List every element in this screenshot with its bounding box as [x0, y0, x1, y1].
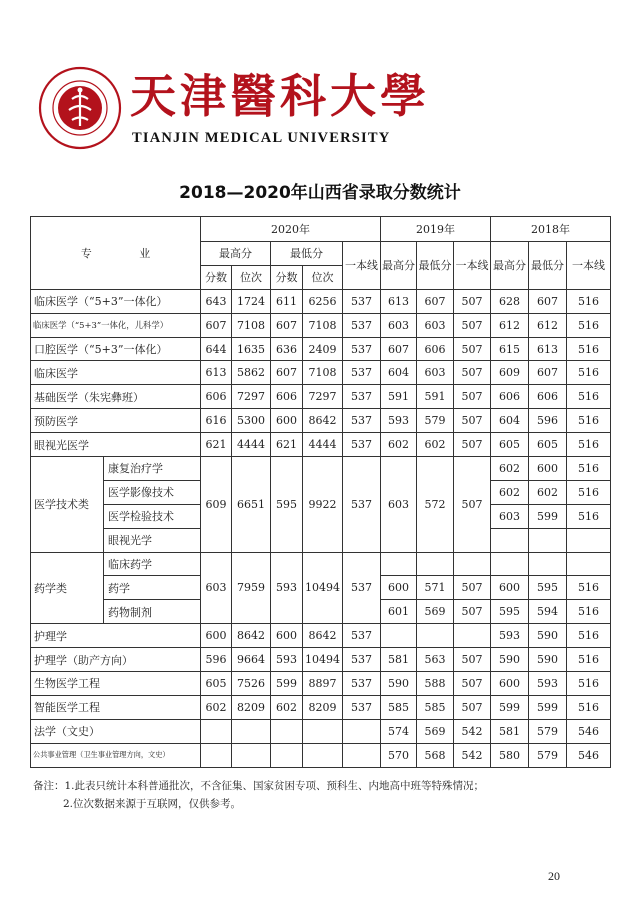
cell: 595 — [529, 576, 567, 600]
cell: 507 — [454, 313, 491, 337]
cell: 546 — [567, 719, 611, 743]
cell: 605 — [529, 433, 567, 457]
major-name: 生物医学工程 — [31, 672, 201, 696]
cell: 516 — [567, 480, 611, 504]
note-line-1: 备注：1.此表只统计本科普通批次，不含征集、国家贫困专项、预科生、内地高中班等特殊情况； — [33, 780, 485, 792]
cell — [454, 552, 491, 576]
cell: 621 — [201, 433, 232, 457]
cell: 507 — [454, 457, 491, 553]
cell: 537 — [343, 433, 381, 457]
cell — [271, 743, 303, 767]
cell: 571 — [417, 576, 454, 600]
header-max-2020: 最高分 — [201, 242, 271, 266]
university-name-en: TIANJIN MEDICAL UNIVERSITY — [132, 130, 391, 146]
cell: 507 — [454, 433, 491, 457]
cell: 590 — [491, 648, 529, 672]
cell — [232, 743, 271, 767]
cell: 2409 — [303, 337, 343, 361]
cell: 615 — [491, 337, 529, 361]
cell — [491, 528, 529, 552]
table-row — [31, 313, 611, 337]
cell: 542 — [454, 743, 491, 767]
cell: 600 — [271, 409, 303, 433]
cell: 516 — [567, 504, 611, 528]
cell: 611 — [271, 289, 303, 313]
cell: 570 — [381, 743, 417, 767]
major-name: 临床医学 — [31, 361, 201, 385]
table-row — [31, 361, 611, 385]
cell: 537 — [343, 695, 381, 719]
cell: 581 — [491, 719, 529, 743]
sub-major-name: 医学影像技术 — [104, 480, 201, 504]
cell: 602 — [201, 695, 232, 719]
cell: 579 — [529, 719, 567, 743]
header-major: 专 业 — [31, 217, 201, 290]
cell: 507 — [454, 600, 491, 624]
cell: 600 — [271, 624, 303, 648]
major-name: 眼视光医学 — [31, 433, 201, 457]
cell: 600 — [201, 624, 232, 648]
cell: 507 — [454, 289, 491, 313]
table-row — [31, 385, 611, 409]
cell: 7297 — [232, 385, 271, 409]
cell: 621 — [271, 433, 303, 457]
cell — [491, 552, 529, 576]
cell: 546 — [567, 743, 611, 767]
cell: 8897 — [303, 672, 343, 696]
cell — [529, 552, 567, 576]
major-name: 临床医学（“5+3”一体化） — [31, 289, 201, 313]
cell: 595 — [271, 457, 303, 553]
cell: 574 — [381, 719, 417, 743]
cell: 1724 — [232, 289, 271, 313]
cell: 7297 — [303, 385, 343, 409]
cell: 643 — [201, 289, 232, 313]
cell — [417, 624, 454, 648]
cell: 579 — [417, 409, 454, 433]
cell: 7108 — [303, 313, 343, 337]
cell: 537 — [343, 409, 381, 433]
cell: 605 — [201, 672, 232, 696]
cell — [303, 743, 343, 767]
university-seal-logo — [38, 66, 122, 150]
cell: 507 — [454, 576, 491, 600]
cell: 507 — [454, 361, 491, 385]
major-name: 预防医学 — [31, 409, 201, 433]
cell: 10494 — [303, 648, 343, 672]
cell: 537 — [343, 337, 381, 361]
header-line-2018: 一本线 — [567, 242, 611, 290]
header-score: 分数 — [201, 265, 232, 289]
major-name: 法学（文史） — [31, 719, 201, 743]
admission-score-table — [30, 216, 611, 768]
cell: 572 — [417, 457, 454, 553]
table-row — [31, 648, 611, 672]
cell: 9664 — [232, 648, 271, 672]
cell: 628 — [491, 289, 529, 313]
sub-major-name: 康复治疗学 — [104, 457, 201, 481]
major-name: 基础医学（朱宪彝班） — [31, 385, 201, 409]
cell: 537 — [343, 361, 381, 385]
cell: 602 — [381, 433, 417, 457]
cell: 7526 — [232, 672, 271, 696]
header-min-2018: 最低分 — [529, 242, 567, 290]
cell: 516 — [567, 313, 611, 337]
cell: 607 — [271, 361, 303, 385]
document-title: 2018—2020年山西省录取分数统计 — [179, 183, 461, 203]
major-name: 护理学（助产方向） — [31, 648, 201, 672]
cell: 516 — [567, 695, 611, 719]
cell: 507 — [454, 337, 491, 361]
cell: 600 — [491, 576, 529, 600]
cell: 9922 — [303, 457, 343, 553]
header-year-2018: 2018年 — [491, 217, 611, 242]
page-number: 20 — [548, 869, 560, 883]
sub-major-name: 药学 — [104, 576, 201, 600]
table-row — [31, 433, 611, 457]
cell: 606 — [529, 385, 567, 409]
cell: 600 — [491, 672, 529, 696]
cell: 593 — [491, 624, 529, 648]
table-row — [31, 719, 611, 743]
major-name: 口腔医学（“5+3”一体化） — [31, 337, 201, 361]
cell: 636 — [271, 337, 303, 361]
cell: 605 — [491, 433, 529, 457]
cell: 507 — [454, 672, 491, 696]
cell: 606 — [417, 337, 454, 361]
cell: 8642 — [303, 624, 343, 648]
cell: 604 — [381, 361, 417, 385]
cell: 604 — [491, 409, 529, 433]
cell: 568 — [417, 743, 454, 767]
university-name-cn: 天津醫科大學 — [130, 69, 430, 123]
cell: 599 — [271, 672, 303, 696]
cell: 569 — [417, 600, 454, 624]
cell — [567, 552, 611, 576]
cell: 602 — [271, 695, 303, 719]
notes — [33, 777, 484, 813]
cell — [417, 552, 454, 576]
cell: 609 — [491, 361, 529, 385]
cell: 603 — [417, 361, 454, 385]
cell: 590 — [381, 672, 417, 696]
cell — [201, 719, 232, 743]
cell — [529, 528, 567, 552]
cell: 5862 — [232, 361, 271, 385]
cell: 4444 — [303, 433, 343, 457]
header-min-2019: 最低分 — [417, 242, 454, 290]
cell: 612 — [491, 313, 529, 337]
sub-major-name: 眼视光学 — [104, 528, 201, 552]
cell: 593 — [271, 552, 303, 624]
cell: 607 — [271, 313, 303, 337]
cell: 607 — [381, 337, 417, 361]
cell: 603 — [381, 457, 417, 553]
cell — [303, 719, 343, 743]
header-line-2019: 一本线 — [454, 242, 491, 290]
cell: 507 — [454, 409, 491, 433]
cell: 537 — [343, 672, 381, 696]
cell: 616 — [201, 409, 232, 433]
header-rank: 位次 — [232, 265, 271, 289]
cell: 613 — [529, 337, 567, 361]
cell: 8209 — [303, 695, 343, 719]
cell: 593 — [529, 672, 567, 696]
cell — [454, 624, 491, 648]
cell: 607 — [201, 313, 232, 337]
cell: 602 — [529, 480, 567, 504]
sub-major-name: 临床药学 — [104, 552, 201, 576]
cell: 516 — [567, 337, 611, 361]
cell: 602 — [491, 457, 529, 481]
major-name: 公共事业管理（卫生事业管理方向，文史） — [31, 743, 201, 767]
cell: 516 — [567, 361, 611, 385]
cell: 591 — [417, 385, 454, 409]
header-line-2020: 一本线 — [343, 242, 381, 290]
major-name: 临床医学（“5+3”一体化，儿科学） — [31, 313, 201, 337]
cell: 644 — [201, 337, 232, 361]
cell: 609 — [201, 457, 232, 553]
cell: 602 — [491, 480, 529, 504]
cell: 596 — [201, 648, 232, 672]
cell: 599 — [529, 504, 567, 528]
cell: 516 — [567, 600, 611, 624]
cell: 599 — [491, 695, 529, 719]
cell: 8642 — [232, 624, 271, 648]
note-line-2: 2.位次数据来源于互联网，仅供参考。 — [63, 798, 242, 810]
cell: 537 — [343, 552, 381, 624]
cell: 603 — [491, 504, 529, 528]
cell: 591 — [381, 385, 417, 409]
cell: 585 — [381, 695, 417, 719]
cell: 516 — [567, 433, 611, 457]
cell: 601 — [381, 600, 417, 624]
header-rank: 位次 — [303, 265, 343, 289]
cell: 596 — [529, 409, 567, 433]
cell: 7108 — [232, 313, 271, 337]
table-row — [31, 552, 611, 576]
cell: 563 — [417, 648, 454, 672]
cell: 603 — [381, 313, 417, 337]
header-year-2020: 2020年 — [201, 217, 381, 242]
cell: 579 — [529, 743, 567, 767]
cell: 588 — [417, 672, 454, 696]
major-name: 智能医学工程 — [31, 695, 201, 719]
cell: 600 — [381, 576, 417, 600]
cell: 507 — [454, 648, 491, 672]
table-row — [31, 672, 611, 696]
cell: 593 — [381, 409, 417, 433]
cell — [567, 528, 611, 552]
cell: 507 — [454, 695, 491, 719]
cell: 7108 — [303, 361, 343, 385]
cell: 516 — [567, 672, 611, 696]
cell: 606 — [271, 385, 303, 409]
cell — [343, 719, 381, 743]
header-score: 分数 — [271, 265, 303, 289]
header-max-2018: 最高分 — [491, 242, 529, 290]
cell: 516 — [567, 385, 611, 409]
cell: 537 — [343, 289, 381, 313]
cell: 585 — [417, 695, 454, 719]
cell: 580 — [491, 743, 529, 767]
cell: 516 — [567, 624, 611, 648]
table-row — [31, 695, 611, 719]
cell: 8209 — [232, 695, 271, 719]
header-min-2020: 最低分 — [271, 242, 343, 266]
cell: 516 — [567, 457, 611, 481]
cell: 516 — [567, 289, 611, 313]
cell: 607 — [417, 289, 454, 313]
cell: 600 — [529, 457, 567, 481]
cell: 537 — [343, 624, 381, 648]
cell: 569 — [417, 719, 454, 743]
cell: 599 — [529, 695, 567, 719]
sub-major-name: 医学检验技术 — [104, 504, 201, 528]
cell: 607 — [529, 289, 567, 313]
cell: 606 — [201, 385, 232, 409]
cell: 607 — [529, 361, 567, 385]
cell — [381, 552, 417, 576]
cell: 507 — [454, 385, 491, 409]
cell: 516 — [567, 576, 611, 600]
cell: 612 — [529, 313, 567, 337]
sub-major-name: 药物制剂 — [104, 600, 201, 624]
cell: 537 — [343, 313, 381, 337]
table-row — [31, 409, 611, 433]
cell: 6256 — [303, 289, 343, 313]
cell: 1635 — [232, 337, 271, 361]
cell: 613 — [381, 289, 417, 313]
group-name-pharm: 药学类 — [31, 552, 104, 624]
cell: 542 — [454, 719, 491, 743]
cell: 606 — [491, 385, 529, 409]
cell: 537 — [343, 648, 381, 672]
cell: 516 — [567, 409, 611, 433]
cell: 594 — [529, 600, 567, 624]
cell: 590 — [529, 648, 567, 672]
cell: 6651 — [232, 457, 271, 553]
header-max-2019: 最高分 — [381, 242, 417, 290]
cell — [201, 743, 232, 767]
cell: 537 — [343, 457, 381, 553]
cell: 516 — [567, 648, 611, 672]
cell: 8642 — [303, 409, 343, 433]
group-name-medtech: 医学技术类 — [31, 457, 104, 553]
cell: 537 — [343, 385, 381, 409]
cell: 590 — [529, 624, 567, 648]
cell: 595 — [491, 600, 529, 624]
cell: 603 — [417, 313, 454, 337]
cell: 7959 — [232, 552, 271, 624]
table-row — [31, 337, 611, 361]
cell: 5300 — [232, 409, 271, 433]
cell: 613 — [201, 361, 232, 385]
table-row — [31, 289, 611, 313]
table-row — [31, 457, 611, 481]
major-name: 护理学 — [31, 624, 201, 648]
cell: 602 — [417, 433, 454, 457]
cell: 10494 — [303, 552, 343, 624]
cell — [381, 624, 417, 648]
cell — [232, 719, 271, 743]
cell — [271, 719, 303, 743]
table-row — [31, 743, 611, 767]
cell: 581 — [381, 648, 417, 672]
header-year-2019: 2019年 — [381, 217, 491, 242]
cell: 593 — [271, 648, 303, 672]
cell: 603 — [201, 552, 232, 624]
cell: 4444 — [232, 433, 271, 457]
cell — [343, 743, 381, 767]
table-row — [31, 624, 611, 648]
